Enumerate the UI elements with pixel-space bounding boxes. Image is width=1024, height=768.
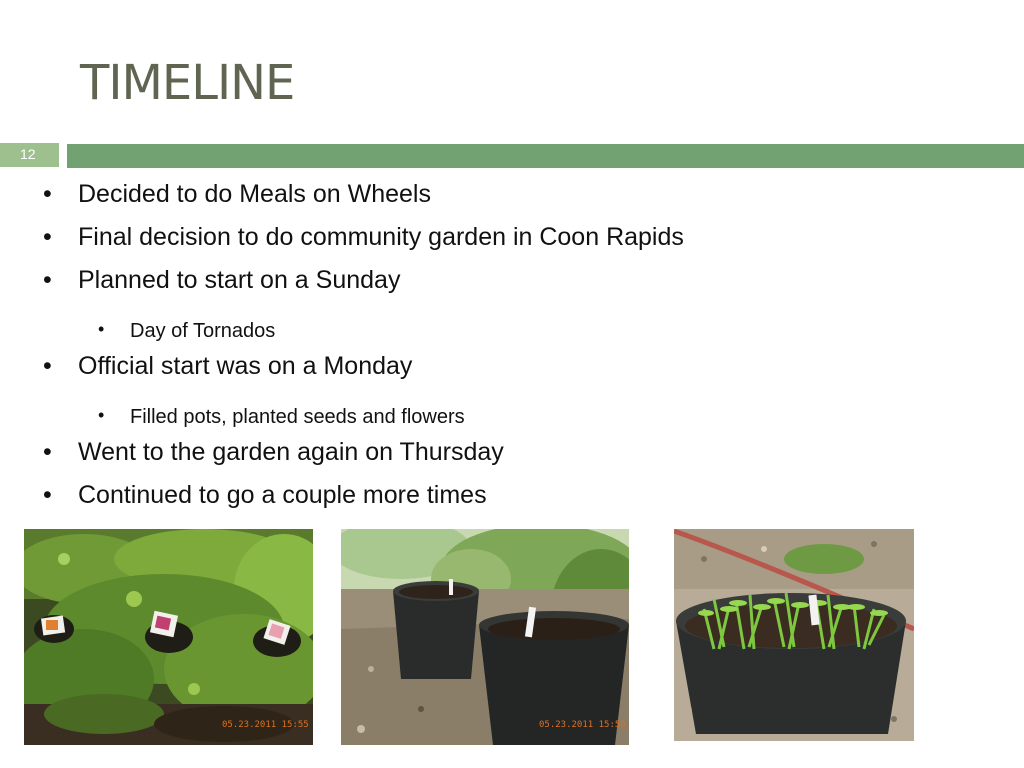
- garden-photo-flowers: [24, 529, 313, 745]
- bullet-text: Decided to do Meals on Wheels: [78, 180, 431, 208]
- bullet-icon: •: [43, 481, 52, 509]
- bullet-text: Official start was on a Monday: [78, 352, 413, 380]
- bullet-item: [0, 176, 1024, 219]
- bullet-text: Final decision to do community garden in Coon Rapids: [78, 223, 684, 251]
- bullet-item: [0, 434, 1024, 477]
- slide-number: 12: [20, 146, 36, 162]
- garden-photo-pots: [341, 529, 629, 745]
- bullet-text: Planned to start on a Sunday: [78, 266, 401, 294]
- date-stamp: 05.23.2011 15:55: [222, 720, 309, 730]
- bullet-icon: •: [43, 180, 52, 208]
- bullet-icon: •: [98, 319, 105, 339]
- bullet-icon: •: [43, 266, 52, 294]
- bullet-text: Went to the garden again on Thursday: [78, 438, 504, 466]
- sub-bullet-text: Filled pots, planted seeds and flowers: [130, 406, 465, 428]
- bullet-item: [0, 477, 1024, 520]
- sub-bullet-item: [0, 391, 1024, 434]
- bullet-icon: •: [43, 438, 52, 466]
- sub-bullet-text: Day of Tornados: [130, 320, 276, 342]
- accent-bar: [67, 144, 1024, 168]
- bullet-item: [0, 219, 1024, 262]
- date-stamp: 05.23.2011 15:56: [539, 720, 626, 730]
- sub-bullet-item: [0, 305, 1024, 348]
- bullet-text: Continued to go a couple more times: [78, 481, 487, 509]
- bullet-icon: •: [43, 223, 52, 251]
- bullet-icon: •: [98, 405, 105, 425]
- bullet-list: [0, 176, 1024, 520]
- bullet-item: [0, 348, 1024, 391]
- bullet-icon: •: [43, 352, 52, 380]
- garden-photo-seedlings: [674, 529, 914, 741]
- bullet-item: [0, 262, 1024, 305]
- slide-title: TIMELINE: [80, 55, 295, 111]
